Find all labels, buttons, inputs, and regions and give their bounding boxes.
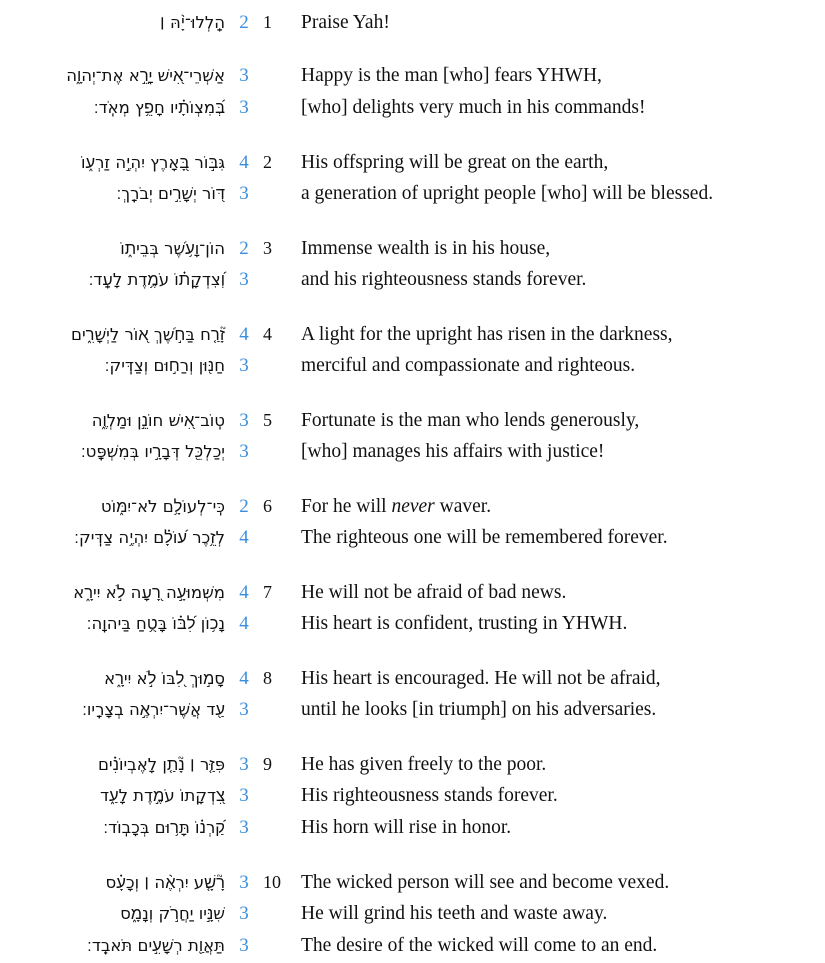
text-line xyxy=(0,663,825,695)
text-line xyxy=(0,265,825,297)
accent-count: 2 xyxy=(239,12,249,33)
english-line: The wicked person will see and become vexed. xyxy=(301,872,670,893)
stanza-verse-2 xyxy=(0,147,825,211)
accent-count: 3 xyxy=(239,410,249,431)
stanza-verse-8 xyxy=(0,663,825,727)
hebrew-line: בְּ֝מִצְוֺתָ֗יו חָפֵ֥ץ מְאֹֽד׃ xyxy=(93,98,225,117)
english-line: His heart is confident, trusting in YHWH. xyxy=(301,613,628,634)
text-line xyxy=(0,93,825,125)
accent-count: 3 xyxy=(239,872,249,893)
verse-number: 8 xyxy=(263,668,272,688)
hebrew-line: קַ֝רְנ֗וֹ תָּר֥וּם בְּכָבֽוֹד׃ xyxy=(103,818,225,837)
hebrew-line: חַנּ֖וּן וְרַח֣וּם וְצַדִּֽיק׃ xyxy=(104,356,225,375)
hebrew-line: צִ֭דְקָתוֹ עֹמֶ֣דֶת לָעַ֑ד xyxy=(99,786,225,805)
english-line: [who] delights very much in his commands! xyxy=(301,97,646,118)
text-line xyxy=(0,319,825,351)
verse-number: 3 xyxy=(263,238,272,258)
accent-count: 3 xyxy=(239,754,249,775)
hebrew-line: לְזֵ֥כֶר ע֝וֹלָ֗ם יִהְיֶ֥ה צַדִּֽיק׃ xyxy=(74,528,225,547)
accent-count: 3 xyxy=(239,441,249,462)
hebrew-line: הַֽלְלוּ־יָ֨הּ ׀ xyxy=(159,13,225,32)
verse-number: 7 xyxy=(263,582,272,602)
hebrew-line: כִּֽי־לְעוֹלָ֥ם לֹא־יִמּ֑וֹט xyxy=(100,497,225,516)
english-line: He has given freely to the poor. xyxy=(301,754,547,775)
english-line: He will not be afraid of bad news. xyxy=(301,582,567,603)
accent-count: 3 xyxy=(239,699,249,720)
text-line xyxy=(0,523,825,555)
accent-count: 3 xyxy=(239,355,249,376)
english-line: He will grind his teeth and waste away. xyxy=(301,903,608,924)
accent-count: 3 xyxy=(239,785,249,806)
hebrew-line: עַ֖ד אֲשֶׁר־יִרְאֶ֣ה בְצָרָֽיו׃ xyxy=(82,700,225,719)
accent-count: 4 xyxy=(239,613,249,634)
accent-count: 2 xyxy=(239,496,249,517)
text-line xyxy=(0,147,825,179)
text-line xyxy=(0,61,825,93)
text-line xyxy=(0,577,825,609)
stanza-verse-3 xyxy=(0,233,825,297)
english-emphasis: never xyxy=(391,496,435,517)
accent-count: 3 xyxy=(239,903,249,924)
english-line: [who] manages his affairs with justice! xyxy=(301,441,605,462)
text-line xyxy=(0,7,825,39)
hebrew-line: סָמ֣וּךְ לִ֭בּוֹ לֹ֣א יִירָ֑א xyxy=(104,669,225,688)
text-line xyxy=(0,405,825,437)
verse-number: 9 xyxy=(263,754,272,774)
english-line: merciful and compassionate and righteous. xyxy=(301,355,636,376)
stanza-verse-10 xyxy=(0,867,825,963)
verse-number: 2 xyxy=(263,152,272,172)
accent-count: 3 xyxy=(239,97,249,118)
accent-count: 3 xyxy=(239,65,249,86)
text-line xyxy=(0,491,825,523)
english-line xyxy=(297,492,825,522)
stanza-verse-1b xyxy=(0,61,825,125)
english-line: and his righteousness stands forever. xyxy=(301,269,587,290)
accent-count: 4 xyxy=(239,668,249,689)
text-line xyxy=(0,351,825,383)
english-line: Praise Yah! xyxy=(301,12,390,33)
hebrew-line: אַשְׁרֵי־אִ֭ישׁ יָרֵ֣א אֶת־יְהוָ֑ה xyxy=(66,66,225,85)
hebrew-line: פִּזַּ֤ר ׀ נָ֘תַ֤ן לָאֶבְיוֹנִ֗ים xyxy=(97,755,225,774)
accent-count: 3 xyxy=(239,817,249,838)
hebrew-line: מִשְּׁמוּעָ֣ה רָ֭עָה לֹ֣א יִירָ֑א xyxy=(73,583,225,602)
english-line: His righteousness stands forever. xyxy=(301,785,558,806)
text-line xyxy=(0,179,825,211)
verse-number: 5 xyxy=(263,410,272,430)
verse-number: 10 xyxy=(263,872,281,892)
english-text-post: waver. xyxy=(434,496,492,517)
accent-count: 4 xyxy=(239,324,249,345)
text-line xyxy=(0,931,825,963)
stanza-verse-4 xyxy=(0,319,825,383)
english-line: a generation of upright people [who] will be blessed. xyxy=(301,183,714,204)
english-line: until he looks [in triumph] on his adversaries. xyxy=(301,699,657,720)
text-line xyxy=(0,233,825,265)
hebrew-line: תַּאֲוַ֖ת רְשָׁעִ֣ים תֹּאבֵֽד׃ xyxy=(86,936,225,955)
verse-number: 4 xyxy=(263,324,272,344)
stanza-verse-7 xyxy=(0,577,825,641)
english-line: His heart is encouraged. He will not be afraid, xyxy=(301,668,661,689)
accent-count: 3 xyxy=(239,183,249,204)
hebrew-line: יְכַלְכֵּ֖ל דְּבָרָ֣יו בְּמִשְׁפָּֽט׃ xyxy=(80,442,225,461)
accent-count: 4 xyxy=(239,527,249,548)
english-line: His horn will rise in honor. xyxy=(301,817,512,838)
hebrew-line: טֽוֹב־אִ֭ישׁ חוֹנֵ֣ן וּמַלְוֶ֑ה xyxy=(91,411,225,430)
text-line xyxy=(0,813,825,845)
verse-number: 1 xyxy=(263,12,272,32)
hebrew-line: רָ֘שָׁ֤ע יִרְאֶ֨ה ׀ וְכָעָ֗ס xyxy=(105,873,225,892)
accent-count: 4 xyxy=(239,152,249,173)
text-line xyxy=(0,867,825,899)
english-line: The desire of the wicked will come to an end. xyxy=(301,935,658,956)
text-line xyxy=(0,437,825,469)
hebrew-line: נָכ֥וֹן לִ֝בּ֗וֹ בָּטֻ֥חַ בַּיהוָֽה׃ xyxy=(86,614,225,633)
hebrew-line: זָ֘רַ֤ח בַּחֹ֣שֶׁךְ א֭וֹר לַיְשָׁרִ֑ים xyxy=(71,325,225,344)
english-line: His offspring will be great on the earth, xyxy=(301,152,609,173)
accent-count: 3 xyxy=(239,269,249,290)
accent-count: 2 xyxy=(239,238,249,259)
english-line: Happy is the man [who] fears YHWH, xyxy=(301,65,602,86)
stanza-verse-9 xyxy=(0,749,825,845)
stanza-verse-6 xyxy=(0,491,825,555)
accent-count: 3 xyxy=(239,935,249,956)
hebrew-line: הוֹן־וָעֹ֥שֶׁר בְּבֵית֑וֹ xyxy=(120,239,225,258)
stanza-verse-1 xyxy=(0,7,825,39)
stanza-verse-5 xyxy=(0,405,825,469)
text-line xyxy=(0,781,825,813)
verse-number: 6 xyxy=(263,496,272,516)
hebrew-line: שִׁנָּ֣יו יַחֲרֹ֣ק וְנָמָ֑ס xyxy=(120,904,225,923)
english-line: The righteous one will be remembered forever. xyxy=(301,527,668,548)
text-line xyxy=(0,609,825,641)
hebrew-line: וְ֝צִדְקָת֗וֹ עֹמֶ֥דֶת לָעַֽד׃ xyxy=(88,270,225,289)
text-line xyxy=(0,695,825,727)
text-line xyxy=(0,899,825,931)
text-line xyxy=(0,749,825,781)
accent-count: 4 xyxy=(239,582,249,603)
hebrew-line: דּ֭וֹר יְשָׁרִ֣ים יְבֹרָֽךְ׃ xyxy=(116,184,225,203)
english-line: Fortunate is the man who lends generously, xyxy=(301,410,640,431)
english-line: A light for the upright has risen in the darkness, xyxy=(301,324,673,345)
english-text-pre: For he will xyxy=(301,496,392,517)
hebrew-line: גִּבּ֣וֹר בָּ֭אָרֶץ יִהְיֶ֣ה זַרְע֑וֹ xyxy=(81,153,225,172)
english-line: Immense wealth is in his house, xyxy=(301,238,551,259)
